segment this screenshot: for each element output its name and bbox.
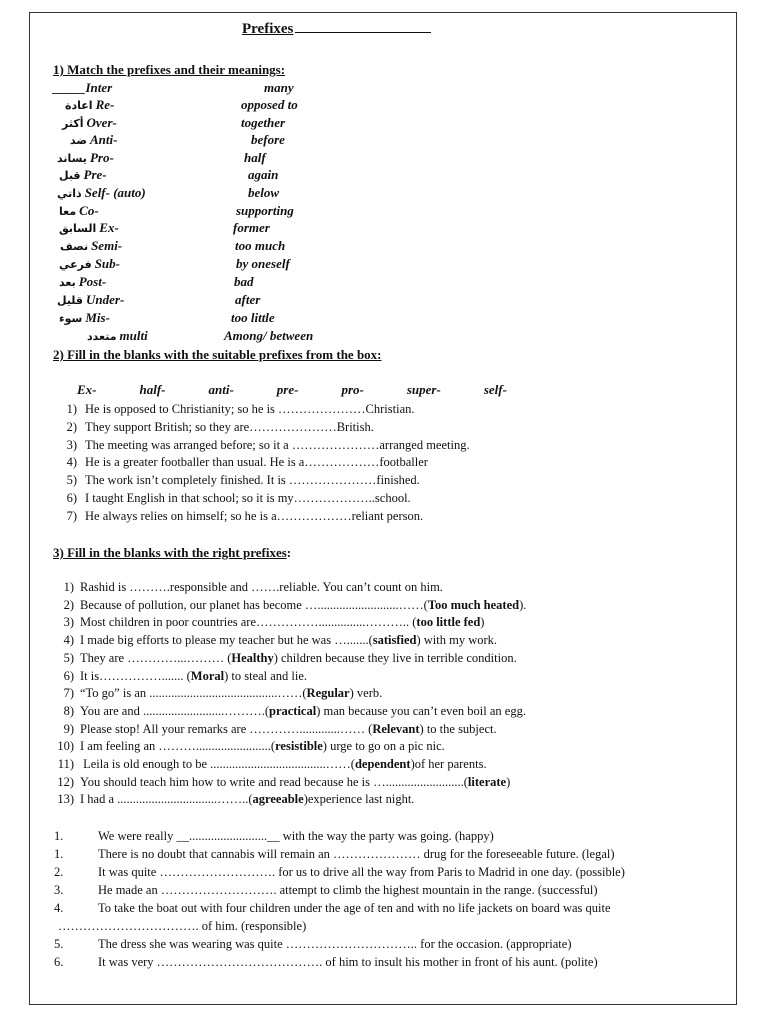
sentence-text: The work isn’t completely finished. It is …………………finished. <box>85 473 420 488</box>
arabic-translation: قبل <box>59 169 81 182</box>
meaning-label: before <box>251 132 285 147</box>
sentence-text: ……………………………. of him. (responsible) <box>58 919 307 933</box>
fill-sentence <box>52 722 497 737</box>
arabic-translation: ضد <box>70 134 87 147</box>
sentence-text: ) to the subject. <box>419 721 497 736</box>
sentence-text: ) to steal and lie. <box>224 668 308 683</box>
box-prefix: anti- <box>208 382 234 397</box>
box-prefix: super- <box>406 382 441 397</box>
prefix-label: Sub- <box>94 256 120 271</box>
sentence-text: Because of pollution, our planet has become …..........................……( <box>80 597 428 612</box>
hint-word: Healthy <box>231 650 274 665</box>
sentence-text: He is opposed to Christianity; so he is …………………Christian. <box>85 402 415 416</box>
meaning-label: former <box>233 220 270 235</box>
item-number: 3) <box>66 437 77 452</box>
hint-word: agreeable <box>252 792 304 807</box>
section3-heading-suffix: : <box>286 545 292 560</box>
fill-sentence <box>52 704 526 719</box>
item-number: 6) <box>63 668 74 683</box>
sentence-text: He always relies on himself; so he is a………………reliant person. <box>85 508 424 523</box>
section2-heading: 2) Fill in the blanks with the suitable prefixes from the box: <box>53 347 382 362</box>
exercise-sentence <box>54 901 611 916</box>
sentence-text: )experience last night. <box>303 792 415 807</box>
box-prefix: Ex- <box>77 382 97 397</box>
prefix-label: Pre- <box>83 167 107 182</box>
meaning-label: below <box>248 185 280 200</box>
item-number: 4) <box>63 633 74 648</box>
sentence-text: The dress she was wearing was quite ………………………….. for the occasion. (appropriate) <box>98 937 572 951</box>
sentence-text: We were really __.........................__ with the way the party was going. (happy) <box>98 829 494 843</box>
item-number: 7) <box>63 686 74 701</box>
sentence-text: It is……………....... ( <box>80 668 191 683</box>
hint-word: Relevant <box>372 721 420 736</box>
match-prefix <box>62 115 117 131</box>
item-number: 6) <box>66 491 77 505</box>
fill-sentence <box>52 775 510 790</box>
item-number: 11) <box>57 757 74 771</box>
sentence-text: Rashid is ……….responsible and …….reliable. You can’t count on him. <box>80 580 443 594</box>
sentence-text: ) man because you can’t even boil an egg. <box>316 703 526 718</box>
item-number: 1) <box>66 402 77 416</box>
item-number: 2) <box>63 597 74 612</box>
prefix-label: Over- <box>86 115 117 130</box>
fill-sentence <box>52 739 445 754</box>
arabic-translation: اعادة <box>65 99 93 112</box>
sentence-text: The meeting was arranged before; so it a …………………arranged meeting. <box>85 437 470 452</box>
item-number: 4) <box>66 455 77 470</box>
prefix-label: Ex- <box>99 220 119 235</box>
fill-sentence <box>53 509 423 524</box>
item-number: 8) <box>63 703 74 718</box>
arabic-translation: متعدد <box>87 330 117 343</box>
hint-word: Moral <box>190 668 225 683</box>
sentence-text: I am feeling an ………........................( <box>80 739 276 754</box>
section3-heading-wrap <box>53 545 291 561</box>
exercise-sentence <box>54 829 494 844</box>
item-number: 1) <box>63 580 74 594</box>
item-number: 13) <box>57 792 74 807</box>
sentence-text: You are and ..........................……….( <box>80 703 269 718</box>
prefix-label: Post- <box>78 274 107 289</box>
box-prefix: half- <box>139 382 166 397</box>
sentence-text: There is no doubt that cannabis will remain an ………………… drug for the foreseeable future. (legal) <box>98 847 615 861</box>
prefix-label: Co- <box>79 203 99 218</box>
hint-word: practical <box>269 703 317 718</box>
meaning-label: together <box>241 115 286 130</box>
sentence-text: Most children in poor countries are……………...............……….. ( <box>80 615 417 630</box>
fill-sentence <box>52 633 497 648</box>
item-number: 7) <box>66 508 77 523</box>
sentence-text: ) children because they live in terrible condition. <box>273 650 517 665</box>
hint-word: Regular <box>306 686 350 701</box>
fill-sentence <box>52 669 307 684</box>
match-prefix <box>59 274 106 290</box>
meaning-label: too little <box>231 310 275 325</box>
fill-sentence <box>52 598 526 613</box>
item-number: 1. <box>54 847 64 861</box>
prefix-label: multi <box>119 328 148 343</box>
prefix-label: Mis- <box>85 310 110 325</box>
meaning-label: half <box>244 150 266 165</box>
section1-heading: 1) Match the prefixes and their meanings: <box>53 62 286 77</box>
exercise-sentence <box>54 883 598 898</box>
sentence-text: You should teach him how to write and read because he is ….........................( <box>80 774 468 789</box>
match-prefix <box>59 310 110 326</box>
match-prefix <box>59 203 99 219</box>
sentence-text: He made an ………………………. attempt to climb the highest mountain in the range. (successful) <box>98 883 598 897</box>
fill-sentence <box>52 580 443 595</box>
match-prefix <box>60 238 122 254</box>
item-number: 12) <box>57 774 74 789</box>
arabic-translation: أكثر <box>62 117 84 130</box>
item-number: 6. <box>54 955 64 969</box>
item-number: 2) <box>66 419 77 434</box>
exercise-sentence <box>54 847 615 862</box>
meaning-label: bad <box>234 274 254 289</box>
fill-sentence <box>52 792 414 807</box>
match-prefix <box>57 150 114 166</box>
meaning-label: opposed to <box>241 97 298 112</box>
exercise-sentence <box>58 919 306 934</box>
sentence-text: ) verb. <box>349 686 383 701</box>
item-number: 4. <box>54 901 64 915</box>
prefix-label: Under- <box>86 292 125 307</box>
prefix-label: Re- <box>95 97 115 112</box>
exercise-sentence <box>54 865 625 880</box>
hint-word: resistible <box>275 739 323 754</box>
hint-word: satisfied <box>372 633 417 648</box>
meaning-label: Among/ between <box>224 328 314 343</box>
meaning-label: many <box>264 80 294 95</box>
prefix-label: Self- (auto) <box>84 185 146 200</box>
arabic-translation: نصف <box>60 240 89 253</box>
sentence-text: He is a greater footballer than usual. He is a………………footballer <box>85 455 428 470</box>
match-prefix <box>65 97 114 113</box>
item-number: 5) <box>63 650 74 665</box>
box-prefix: self- <box>483 382 507 397</box>
fill-sentence <box>52 651 517 666</box>
fill-sentence <box>53 402 415 417</box>
match-prefix <box>59 167 107 183</box>
hint-word: dependent <box>354 757 411 771</box>
sentence-text: ) <box>506 774 511 789</box>
prefix-label: _____Inter <box>53 80 113 95</box>
section3-heading: 3) Fill in the blanks with the right prefixes <box>53 545 287 560</box>
sentence-text: It was very …………………………………. of him to insult his mother in front of his aunt. (polite) <box>98 955 598 969</box>
sentence-text: They are …………...……… ( <box>80 650 232 665</box>
fill-sentence <box>53 473 420 488</box>
box-prefix: pro- <box>341 382 364 397</box>
sentence-text: I taught English in that school; so it is my………………..school. <box>85 491 411 505</box>
prefix-label: Semi- <box>91 238 123 253</box>
match-prefix <box>59 220 119 236</box>
exercise-sentence <box>54 937 572 952</box>
match-prefix <box>57 185 146 201</box>
item-number: 5) <box>66 473 77 488</box>
sentence-text: )of her parents. <box>410 757 487 771</box>
sentence-text: To take the boat out with four children under the age of ten and with no life jackets on board was quite <box>98 901 611 915</box>
fill-sentence <box>53 455 428 470</box>
hint-word: literate <box>467 774 507 789</box>
sentence-text: I had a ................................……..( <box>80 792 253 807</box>
fill-sentence <box>52 615 484 630</box>
arabic-translation: ذاتي <box>57 187 82 200</box>
sentence-text: ) urge to go on a pic nic. <box>322 739 445 754</box>
arabic-translation: يساند <box>57 152 87 165</box>
prefix-box <box>77 382 507 398</box>
arabic-translation: معا <box>59 205 77 218</box>
arabic-translation: قليل <box>57 294 84 307</box>
exercise-sentence <box>54 955 598 970</box>
meaning-label: too much <box>235 238 286 253</box>
fill-sentence <box>53 491 411 506</box>
item-number: 1. <box>54 829 64 843</box>
sentence-text: It was quite ………………………. for us to drive all the way from Paris to Madrid in one day. (possible) <box>98 865 625 879</box>
hint-word: Too much heated <box>427 597 520 612</box>
arabic-translation: سوء <box>59 312 83 325</box>
item-number: 5. <box>54 937 64 951</box>
arabic-translation: بعد <box>59 276 76 289</box>
fill-sentence <box>52 757 487 772</box>
title-text: Prefixes <box>242 21 294 37</box>
fill-sentence <box>53 420 374 435</box>
title-underline <box>295 20 431 33</box>
prefix-label: Pro- <box>89 150 114 165</box>
sentence-text: Leila is old enough to be .....................................……( <box>80 757 355 771</box>
meaning-label: supporting <box>236 203 294 218</box>
sentence-text: I made big efforts to please my teacher but he was ….......( <box>80 633 373 648</box>
meaning-label: again <box>248 167 279 182</box>
fill-sentence <box>53 438 470 453</box>
sentence-text: ) with my work. <box>416 633 498 648</box>
hint-word: too little fed <box>416 615 481 630</box>
match-prefix <box>53 80 112 96</box>
fill-sentence <box>52 686 382 701</box>
sentence-text: Please stop! All your remarks are ………….............…… ( <box>80 721 373 736</box>
match-prefix <box>59 256 120 272</box>
item-number: 10) <box>57 739 74 754</box>
sentence-text: “To go” is an .........................................……( <box>80 686 307 701</box>
item-number: 9) <box>63 721 74 736</box>
item-number: 2. <box>54 865 64 879</box>
match-prefix <box>87 328 148 344</box>
arabic-translation: فرعي <box>59 258 92 271</box>
match-prefix <box>70 132 117 148</box>
match-prefix <box>57 292 124 308</box>
meaning-label: after <box>235 292 261 307</box>
prefix-label: Anti- <box>89 132 118 147</box>
sentence-text: ) <box>480 615 485 630</box>
item-number: 3. <box>54 883 64 897</box>
sentence-text: They support British; so they are…………………British. <box>85 419 374 434</box>
sentence-text: ). <box>519 597 527 612</box>
item-number: 3) <box>63 615 74 630</box>
worksheet-title <box>242 20 431 38</box>
meaning-label: by oneself <box>236 256 290 271</box>
arabic-translation: السابق <box>59 222 97 235</box>
box-prefix: pre- <box>276 382 299 397</box>
